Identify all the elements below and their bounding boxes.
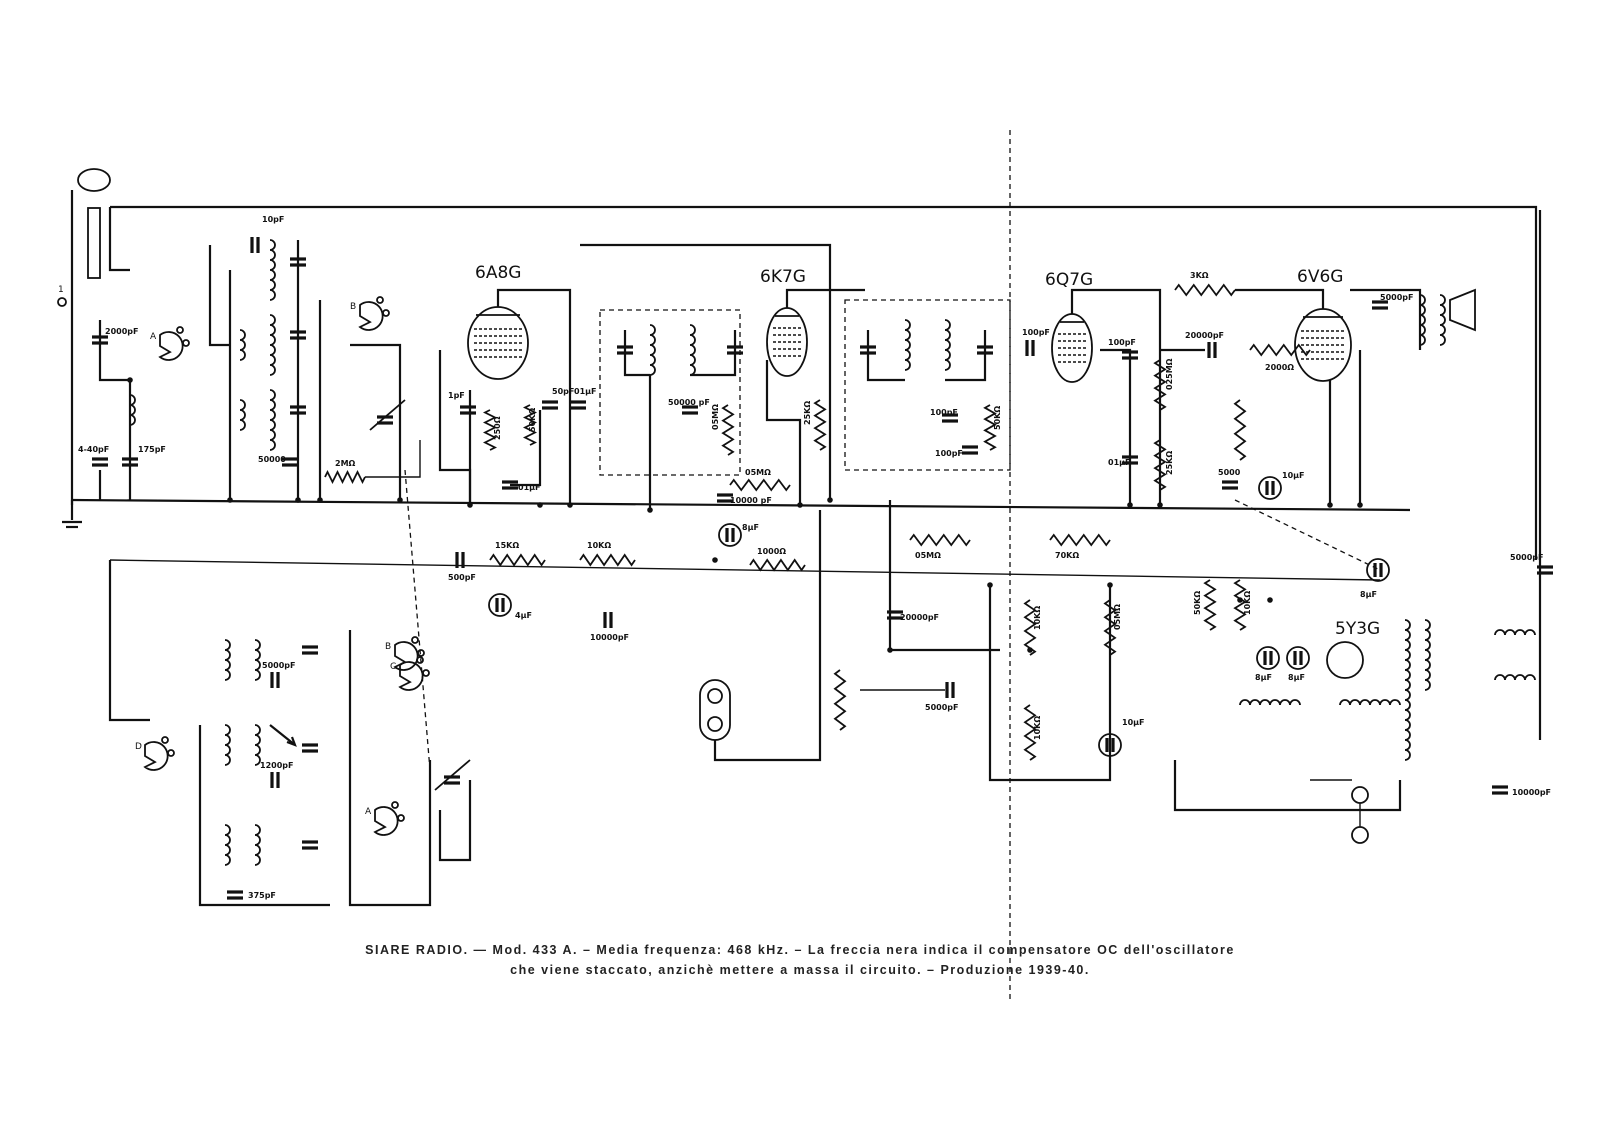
- value-label: 175pF: [138, 445, 166, 454]
- value-label: 50pF: [552, 387, 575, 396]
- value-label: 100pF: [1108, 338, 1136, 347]
- phono-jack-socket: [708, 717, 722, 731]
- switch-letter: D: [135, 742, 142, 752]
- junction-dot: [467, 502, 473, 508]
- wire: [990, 585, 1110, 780]
- tube-label: 6Q7G: [1045, 270, 1094, 290]
- switch-letter: B: [385, 642, 392, 652]
- caption-line-1: SIARE RADIO. — Mod. 433 A. – Media frequenza: 468 kHz. – La freccia nera indica il compensatore OC dell'oscillatore: [365, 943, 1235, 957]
- value-label: 100pF: [1022, 328, 1050, 337]
- resistor: [835, 670, 845, 730]
- coil: [225, 640, 230, 680]
- switch-contact: [162, 737, 168, 743]
- value-label: 8µF: [1360, 590, 1377, 599]
- resistor: [723, 405, 733, 455]
- phono-jack-socket: [708, 689, 722, 703]
- junction-dot: [1107, 582, 1113, 588]
- value-label: 5000pF: [1380, 293, 1414, 302]
- coil: [270, 390, 275, 450]
- value-label: 50KΩ: [1193, 590, 1202, 615]
- switch-contact: [168, 750, 174, 756]
- value-label: 8µF: [742, 523, 759, 532]
- value-label: 8µF: [1255, 673, 1272, 682]
- value-label: 10000 pF: [730, 496, 772, 505]
- value-label: 3KΩ: [1190, 271, 1209, 280]
- resistor: [1050, 535, 1110, 545]
- wave-switch-wafer: [400, 662, 423, 690]
- wire: [890, 500, 1000, 650]
- resistor: [1205, 580, 1215, 630]
- junction-dot: [397, 497, 403, 503]
- wire: [1235, 290, 1323, 309]
- loudspeaker: [1450, 290, 1475, 330]
- speaker-coil: [1440, 295, 1445, 345]
- b-plus-rail: [110, 207, 1536, 560]
- value-label: 2MΩ: [335, 459, 356, 468]
- value-label: 15KΩ: [495, 541, 520, 550]
- switch-contact: [418, 650, 424, 656]
- electrolytic-capacitor: [1257, 647, 1279, 669]
- junction-dot: [1357, 502, 1363, 508]
- junction-dot: [797, 502, 803, 508]
- value-label: 50KΩ: [528, 407, 537, 432]
- value-label: 10pF: [262, 215, 285, 224]
- junction-dot: [1127, 502, 1133, 508]
- value-label: 20000pF: [900, 613, 940, 622]
- value-label: 50000: [258, 455, 286, 464]
- wire: [365, 440, 420, 477]
- resistor: [1235, 400, 1245, 460]
- value-label: 25KΩ: [803, 400, 812, 425]
- wire: [1100, 350, 1130, 505]
- value-label: 375pF: [248, 891, 276, 900]
- rectifier-tube: [1327, 642, 1363, 678]
- wire: [210, 245, 230, 345]
- switch-contact: [383, 310, 389, 316]
- value-label: 100pF: [930, 408, 958, 417]
- wire: [498, 290, 570, 505]
- switch-contact: [423, 670, 429, 676]
- value-label: 25KΩ: [1165, 450, 1174, 475]
- value-label: 20000pF: [1185, 331, 1225, 340]
- wire: [868, 330, 905, 380]
- coil: [690, 325, 695, 375]
- dial-lamp: [1352, 787, 1368, 803]
- resistor: [580, 555, 635, 565]
- value-label: 10µF: [1122, 718, 1145, 727]
- value-label: 500pF: [448, 573, 476, 582]
- wire: [945, 330, 985, 380]
- power-transformer-primary: [1425, 620, 1430, 690]
- switch-contact: [377, 297, 383, 303]
- wire: [787, 290, 865, 308]
- junction-dot: [567, 502, 573, 508]
- resistor: [750, 560, 805, 570]
- value-label: 10KΩ: [1033, 605, 1042, 630]
- wave-switch-wafer: [375, 807, 398, 835]
- electrolytic-capacitor: [489, 594, 511, 616]
- tube-label: 6V6G: [1297, 267, 1344, 287]
- coil: [255, 725, 260, 765]
- coil: [270, 240, 275, 300]
- coil: [905, 320, 910, 370]
- value-label: 8µF: [1288, 673, 1305, 682]
- value-label: 01µF: [518, 483, 541, 492]
- wave-switch-wafer: [145, 742, 168, 770]
- value-label: 1pF: [448, 391, 465, 400]
- wave-switch-wafer: [160, 332, 183, 360]
- wave-switch-wafer: [360, 302, 383, 330]
- antenna-loop: [78, 169, 110, 191]
- junction-dot: [647, 507, 653, 513]
- value-label: 70KΩ: [1055, 551, 1080, 560]
- switch-contact: [398, 815, 404, 821]
- electrolytic-capacitor: [719, 524, 741, 546]
- value-label: 4µF: [515, 611, 532, 620]
- junction-dot: [1157, 502, 1163, 508]
- wire: [440, 780, 470, 860]
- value-label: 05MΩ: [1113, 604, 1122, 630]
- value-label: 05MΩ: [711, 404, 720, 430]
- value-label: 01µF: [574, 387, 597, 396]
- value-label: 1000Ω: [757, 547, 787, 556]
- value-label: 4-40pF: [78, 445, 110, 454]
- coil: [225, 825, 230, 865]
- antenna-terminal: [58, 298, 66, 306]
- if-transformer-2: [845, 300, 1010, 470]
- value-label: 01µF: [1108, 458, 1131, 467]
- resistor: [1175, 285, 1235, 295]
- value-label: 10KΩ: [587, 541, 612, 550]
- junction-dot: [712, 557, 718, 563]
- value-label: 2000Ω: [1265, 363, 1295, 372]
- mains-choke: [1495, 675, 1535, 680]
- power-transformer-secondary: [1405, 620, 1410, 760]
- value-label: 10000pF: [590, 633, 630, 642]
- value-label: 5000: [1218, 468, 1241, 477]
- value-label: 05MΩ: [915, 551, 941, 560]
- electrolytic-capacitor: [1259, 477, 1281, 499]
- coil: [240, 400, 245, 430]
- wire: [110, 560, 1380, 580]
- value-label: 1200pF: [260, 761, 294, 770]
- value-label: 05MΩ: [745, 468, 771, 477]
- wave-switch-wafer: [395, 642, 418, 670]
- junction-dot: [987, 582, 993, 588]
- switch-contact: [183, 340, 189, 346]
- junction-dot: [1327, 502, 1333, 508]
- resistor: [730, 480, 790, 490]
- junction-dot: [887, 647, 893, 653]
- electrolytic-capacitor: [1367, 559, 1389, 581]
- resistor: [490, 555, 545, 565]
- value-label: 2000pF: [105, 327, 139, 336]
- junction-dot: [295, 497, 301, 503]
- switch-contact: [392, 802, 398, 808]
- junction-dot: [227, 497, 233, 503]
- gang-link: [405, 470, 430, 770]
- coil: [945, 320, 950, 370]
- field-coil: [1340, 700, 1400, 705]
- switch-letter: B: [350, 302, 357, 312]
- wiring: [62, 130, 1540, 1000]
- terminal-label: 1: [58, 285, 64, 295]
- junction-dot: [1267, 597, 1273, 603]
- value-label: 10000pF: [1512, 788, 1552, 797]
- mains-choke: [1495, 630, 1535, 635]
- junction-dot: [317, 497, 323, 503]
- value-label: 5000pF: [1510, 553, 1544, 562]
- variable-capacitor: [435, 760, 470, 790]
- junction-dot: [537, 502, 543, 508]
- resistor: [815, 400, 825, 450]
- coil: [225, 725, 230, 765]
- junction-dot: [127, 377, 133, 383]
- value-label: 250Ω: [493, 416, 502, 440]
- value-label: 50000 pF: [668, 398, 710, 407]
- value-label: 50KΩ: [993, 405, 1002, 430]
- coil: [255, 640, 260, 680]
- switch-contact: [177, 327, 183, 333]
- value-label: 025MΩ: [1165, 358, 1174, 390]
- if-transformer-1: [600, 310, 740, 475]
- tube-label: 6A8G: [475, 263, 522, 283]
- tube-label: 6K7G: [760, 267, 806, 287]
- filter-choke: [1240, 700, 1300, 705]
- resistor: [325, 472, 365, 482]
- antenna-coil-form: [88, 208, 100, 278]
- coil: [270, 315, 275, 375]
- dial-lamp: [1352, 827, 1368, 843]
- value-label: 5000pF: [262, 661, 296, 670]
- wire: [110, 207, 130, 270]
- value-label: 100pF: [935, 449, 963, 458]
- caption-line-2: che viene staccato, anzichè mettere a massa il circuito. – Produzione 1939-40.: [510, 963, 1090, 977]
- switch-letter: A: [150, 332, 157, 342]
- black-arrow-oc-trimmer: [270, 725, 295, 745]
- wire: [110, 560, 150, 720]
- coil: [240, 330, 245, 360]
- electrolytic-capacitor: [1287, 647, 1309, 669]
- value-label: 5000pF: [925, 703, 959, 712]
- value-label: 10KΩ: [1033, 715, 1042, 740]
- switch-contact: [412, 637, 418, 643]
- resistor: [910, 535, 970, 545]
- coil: [650, 325, 655, 375]
- switch-letter: A: [365, 807, 372, 817]
- resistor: [1250, 345, 1310, 355]
- wire: [1175, 760, 1400, 810]
- junction-dot: [827, 497, 833, 503]
- wire: [440, 350, 470, 505]
- tube-label: 5Y3G: [1335, 619, 1381, 639]
- switch-letter: C: [390, 662, 397, 672]
- coil: [255, 825, 260, 865]
- wire: [100, 320, 130, 500]
- value-label: 10µF: [1282, 471, 1305, 480]
- wire: [767, 360, 800, 505]
- value-label: 10KΩ: [1243, 590, 1252, 615]
